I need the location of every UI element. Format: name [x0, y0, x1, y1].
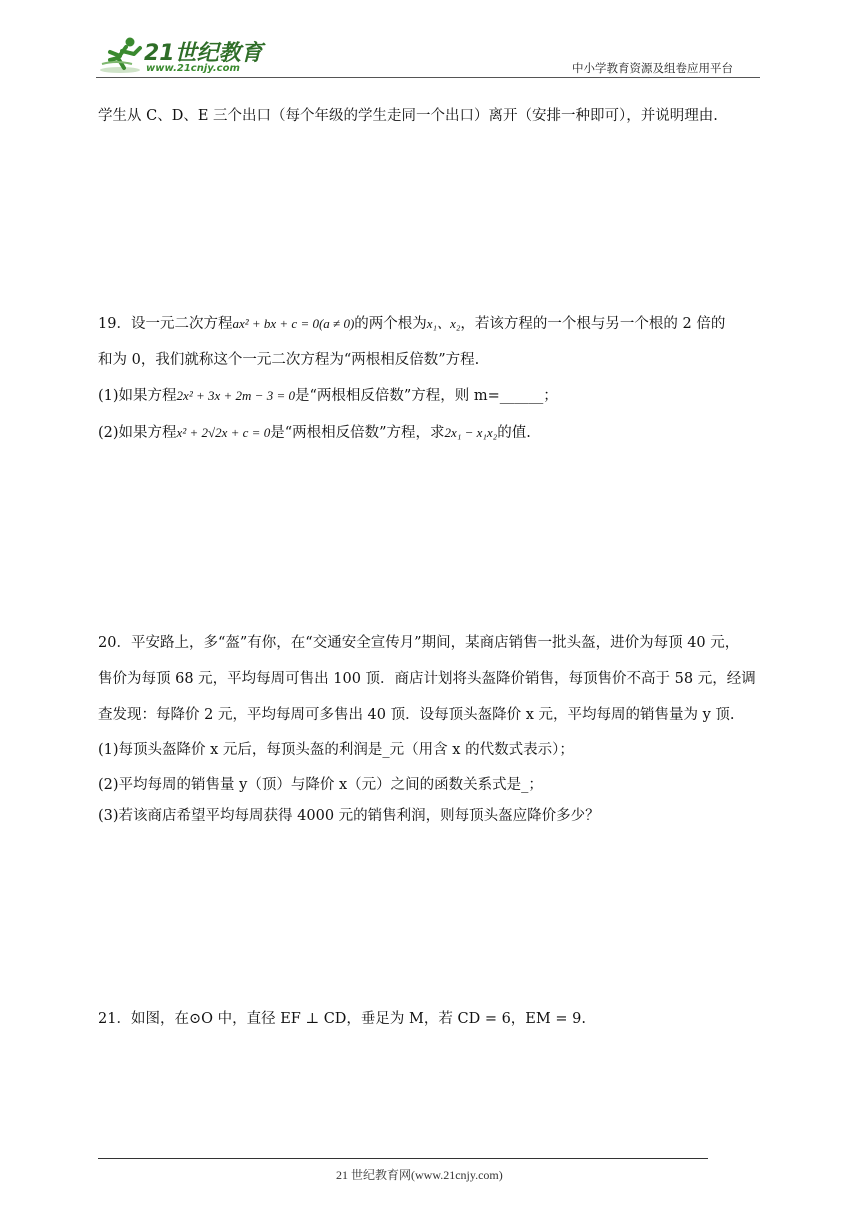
q18-tail-text: 学生从 C、D、E 三个出口（每个年级的学生走同一个出口）离开（安排一种即可），并说明理由.: [98, 108, 718, 124]
q19-p2-suffix: 的值.: [497, 425, 531, 441]
logo-url: www.21cnjy.com: [146, 63, 240, 74]
q19-p1-prefix: (1)如果方程: [98, 388, 177, 404]
q19-p1-equation: 2x² + 3x + 2m − 3 = 0: [176, 388, 295, 403]
header-logo: [96, 34, 266, 78]
q19-p2-expression: 2x₁ − x₁x₂: [444, 425, 498, 440]
footer-divider: [98, 1158, 708, 1159]
q20-line2: 售价为每顶 68 元，平均每周可售出 100 顶．商店计划将头盔降价销售，每顶售价不高于 58 元，经调: [98, 671, 756, 687]
q20-line3: 查发现：每降价 2 元，平均每周可多售出 40 顶．设每顶头盔降价 x 元，平均每周的销售量为 y 顶.: [98, 707, 735, 723]
q19-line1: [98, 314, 725, 334]
q20-part2: (2)平均每周的销售量 y（顶）与降价 x（元）之间的函数关系式是_；: [98, 777, 543, 793]
q19-p1-suffix: 是“两根相反倍数”方程，则 m=______；: [294, 388, 558, 404]
platform-name: 中小学教育资源及组卷应用平台: [572, 61, 733, 75]
q19-p2-prefix: (2)如果方程: [98, 425, 177, 441]
q19-prefix: 19．设一元二次方程: [98, 316, 233, 332]
q19-p2-mid: 是“两根相反倍数”方程，求: [270, 425, 445, 441]
q19-part2: [98, 423, 531, 443]
q19-line2: 和为 0，我们就称这个一元二次方程为“两根相反倍数”方程.: [98, 352, 480, 368]
logo-text: 21世纪教育: [144, 41, 263, 66]
q20-part3: (3)若该商店希望平均每周获得 4000 元的销售利润，则每顶头盔应降价多少？: [98, 808, 600, 824]
q19-equation: ax² + bx + c = 0(a ≠ 0): [232, 316, 355, 331]
footer-text: 21 世纪教育网(www.21cnjy.com): [336, 1168, 503, 1182]
q19-mid: 的两个根为: [354, 316, 427, 332]
q19-suffix: ，若该方程的一个根与另一个根的 2 倍的: [460, 316, 726, 332]
q19-roots: x₁、x₂: [426, 316, 461, 331]
q19-p2-equation: x² + 2√2x + c = 0: [176, 425, 271, 440]
q21-line1: 21．如图，在⊙O 中，直径 EF ⊥ CD，垂足为 M，若 CD = 6，EM = 9.: [98, 1011, 586, 1027]
header-divider: [96, 77, 760, 78]
q19-part1: [98, 386, 558, 406]
q20-line1: 20．平安路上，多“盔”有你，在“交通安全宣传月”期间，某商店销售一批头盔，进价为每顶 40 元，: [98, 635, 740, 651]
q20-part1: (1)每顶头盔降价 x 元后，每顶头盔的利润是_元（用含 x 的代数式表示）；: [98, 742, 574, 758]
